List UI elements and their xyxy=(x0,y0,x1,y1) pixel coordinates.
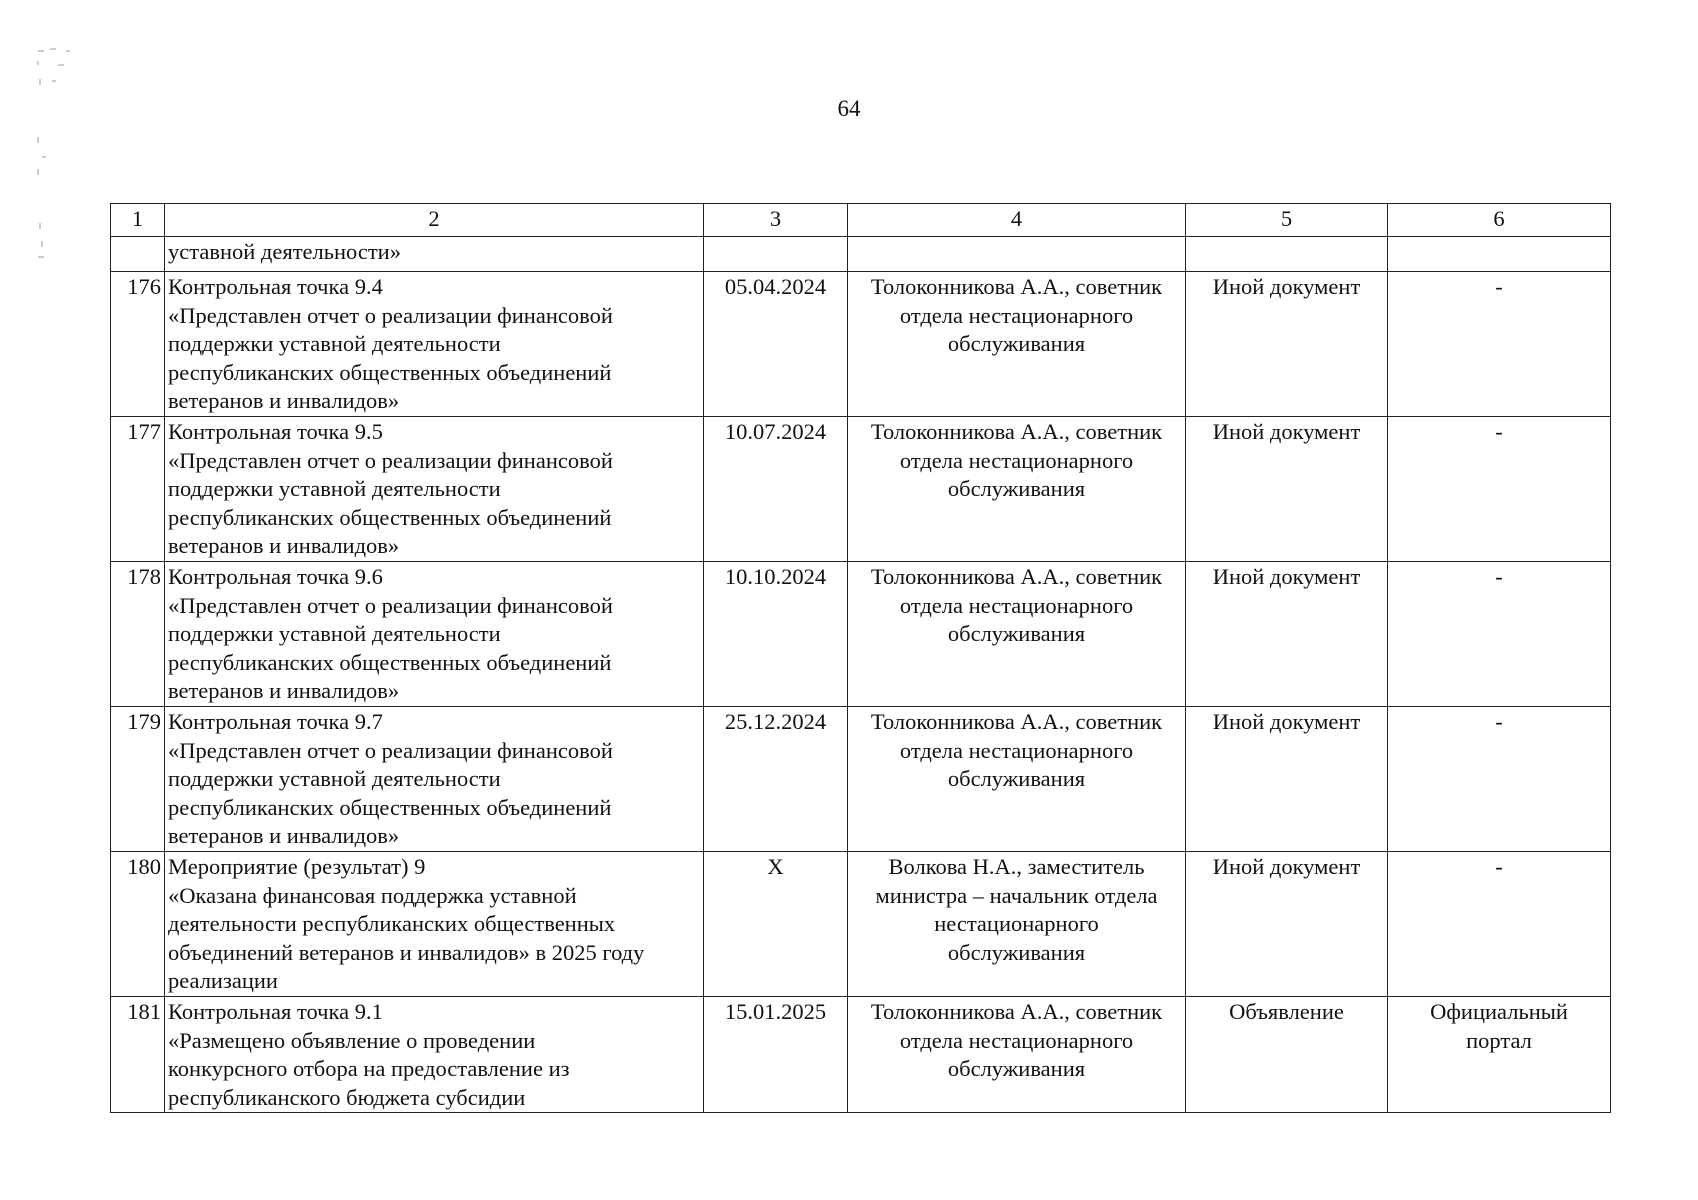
responsible-cell xyxy=(848,417,1186,562)
responsible-line: обслуживания xyxy=(947,621,1086,646)
item-name-line: республиканских общественных объединений xyxy=(168,359,612,385)
item-name-line: ветеранов и инвалидов» xyxy=(168,388,400,413)
publication-cell xyxy=(1388,237,1611,272)
date-cell: 15.01.2025 xyxy=(704,997,848,1113)
item-name-line: Контрольная точка 9.7 xyxy=(168,709,383,734)
continuation-row xyxy=(111,237,1611,272)
date-cell xyxy=(704,237,848,272)
publication-line: - xyxy=(1495,854,1503,879)
table-row xyxy=(111,417,1611,562)
publication-cell xyxy=(1388,852,1611,997)
responsible-line: обслуживания xyxy=(947,476,1086,501)
date-cell: 10.10.2024 xyxy=(704,562,848,707)
responsible-line: обслуживания xyxy=(947,1056,1086,1081)
publication-cell xyxy=(1388,997,1611,1113)
item-name-line: ветеранов и инвалидов» xyxy=(168,533,400,558)
item-name-line: Контрольная точка 9.6 xyxy=(168,564,383,589)
responsible-line: обслуживания xyxy=(947,939,1086,965)
scan-noise-marks xyxy=(36,45,116,265)
item-name-line: «Представлен отчет о реализации финансовой xyxy=(168,592,613,618)
table-row xyxy=(111,272,1611,417)
date-cell: 05.04.2024 xyxy=(704,272,848,417)
item-name-cell xyxy=(165,417,704,562)
table-row xyxy=(111,997,1611,1113)
row-number-cell: 178 xyxy=(111,562,165,707)
item-name-line: конкурсного отбора на предоставление из xyxy=(168,1056,570,1081)
responsible-line: обслуживания xyxy=(947,331,1086,356)
document-type-cell: Иной документ xyxy=(1186,272,1388,417)
publication-line: - xyxy=(1495,274,1503,299)
responsible-cell xyxy=(848,237,1186,272)
publication-cell xyxy=(1388,707,1611,852)
column-number-header-row xyxy=(111,204,1611,237)
row-number-cell: 179 xyxy=(111,707,165,852)
row-number-cell: 177 xyxy=(111,417,165,562)
document-type-cell xyxy=(1186,237,1388,272)
responsible-cell xyxy=(848,562,1186,707)
column-header: 2 xyxy=(165,204,704,237)
responsible-line: министра – начальник отдела xyxy=(875,882,1158,908)
item-name-cell xyxy=(165,997,704,1113)
column-header: 3 xyxy=(704,204,848,237)
document-type-cell: Объявление xyxy=(1186,997,1388,1113)
column-header: 6 xyxy=(1388,204,1611,237)
item-name-line: ветеранов и инвалидов» xyxy=(168,678,400,703)
responsible-line: Толоконникова А.А., советник xyxy=(870,709,1163,734)
publication-line: - xyxy=(1495,709,1503,734)
document-table xyxy=(110,203,1611,1113)
responsible-cell xyxy=(848,707,1186,852)
table-row xyxy=(111,707,1611,852)
responsible-cell xyxy=(848,852,1186,997)
table-row xyxy=(111,562,1611,707)
responsible-line: Толоконникова А.А., советник xyxy=(870,564,1163,589)
document-type-cell: Иной документ xyxy=(1186,562,1388,707)
item-name-cell xyxy=(165,237,704,272)
responsible-line: отдела нестационарного xyxy=(899,447,1134,473)
table-row xyxy=(111,852,1611,997)
item-name-line: «Оказана финансовая поддержка уставной xyxy=(168,882,577,908)
row-number-cell xyxy=(111,237,165,272)
column-header: 1 xyxy=(111,204,165,237)
responsible-line: отдела нестационарного xyxy=(899,737,1134,763)
item-name-line: «Представлен отчет о реализации финансовой xyxy=(168,737,613,763)
date-cell: Х xyxy=(704,852,848,997)
item-name-line: уставной деятельности» xyxy=(168,239,401,264)
responsible-line: отдела нестационарного xyxy=(899,302,1134,328)
column-header: 5 xyxy=(1186,204,1388,237)
item-name-line: Контрольная точка 9.4 xyxy=(168,274,383,299)
item-name-line: ветеранов и инвалидов» xyxy=(168,823,400,848)
publication-cell xyxy=(1388,272,1611,417)
responsible-line: отдела нестационарного xyxy=(899,1027,1134,1053)
responsible-cell xyxy=(848,997,1186,1113)
item-name-cell xyxy=(165,272,704,417)
document-type-cell: Иной документ xyxy=(1186,417,1388,562)
responsible-line: отдела нестационарного xyxy=(899,592,1134,618)
item-name-line: реализации xyxy=(168,968,278,993)
responsible-line: Толоконникова А.А., советник xyxy=(870,274,1163,299)
publication-cell xyxy=(1388,562,1611,707)
responsible-cell xyxy=(848,272,1186,417)
item-name-line: «Размещено объявление о проведении xyxy=(168,1027,536,1053)
document-type-cell: Иной документ xyxy=(1186,707,1388,852)
responsible-line: Толоконникова А.А., советник xyxy=(870,999,1163,1024)
page-number: 64 xyxy=(837,96,861,121)
item-name-line: поддержки уставной деятельности xyxy=(168,476,501,501)
item-name-line: объединений ветеранов и инвалидов» в 2025 году xyxy=(168,939,645,965)
row-number-cell: 176 xyxy=(111,272,165,417)
item-name-line: «Представлен отчет о реализации финансовой xyxy=(168,302,613,328)
responsible-line: нестационарного xyxy=(934,911,1099,936)
publication-line: портал xyxy=(1466,1027,1532,1053)
document-type-cell: Иной документ xyxy=(1186,852,1388,997)
publication-cell xyxy=(1388,417,1611,562)
item-name-cell xyxy=(165,852,704,997)
responsible-line: Толоконникова А.А., советник xyxy=(870,419,1163,444)
publication-line: - xyxy=(1495,419,1503,444)
column-header: 4 xyxy=(848,204,1186,237)
publication-line: - xyxy=(1495,564,1503,589)
item-name-line: республиканских общественных объединений xyxy=(168,504,612,530)
item-name-line: Контрольная точка 9.1 xyxy=(168,999,383,1024)
item-name-line: поддержки уставной деятельности xyxy=(168,331,501,356)
responsible-line: обслуживания xyxy=(947,766,1086,791)
item-name-line: поддержки уставной деятельности xyxy=(168,766,501,791)
item-name-line: Контрольная точка 9.5 xyxy=(168,419,383,444)
publication-line: Официальный xyxy=(1430,999,1568,1024)
row-number-cell: 180 xyxy=(111,852,165,997)
item-name-line: республиканских общественных объединений xyxy=(168,649,612,675)
date-cell: 10.07.2024 xyxy=(704,417,848,562)
item-name-line: Мероприятие (результат) 9 xyxy=(168,854,426,879)
item-name-cell xyxy=(165,707,704,852)
item-name-line: деятельности республиканских общественных xyxy=(168,911,616,936)
item-name-line: республиканского бюджета субсидии xyxy=(168,1084,526,1110)
item-name-line: республиканских общественных объединений xyxy=(168,794,612,820)
item-name-line: поддержки уставной деятельности xyxy=(168,621,501,646)
date-cell: 25.12.2024 xyxy=(704,707,848,852)
item-name-line: «Представлен отчет о реализации финансовой xyxy=(168,447,613,473)
responsible-line: Волкова Н.А., заместитель xyxy=(888,854,1145,879)
row-number-cell: 181 xyxy=(111,997,165,1113)
item-name-cell xyxy=(165,562,704,707)
